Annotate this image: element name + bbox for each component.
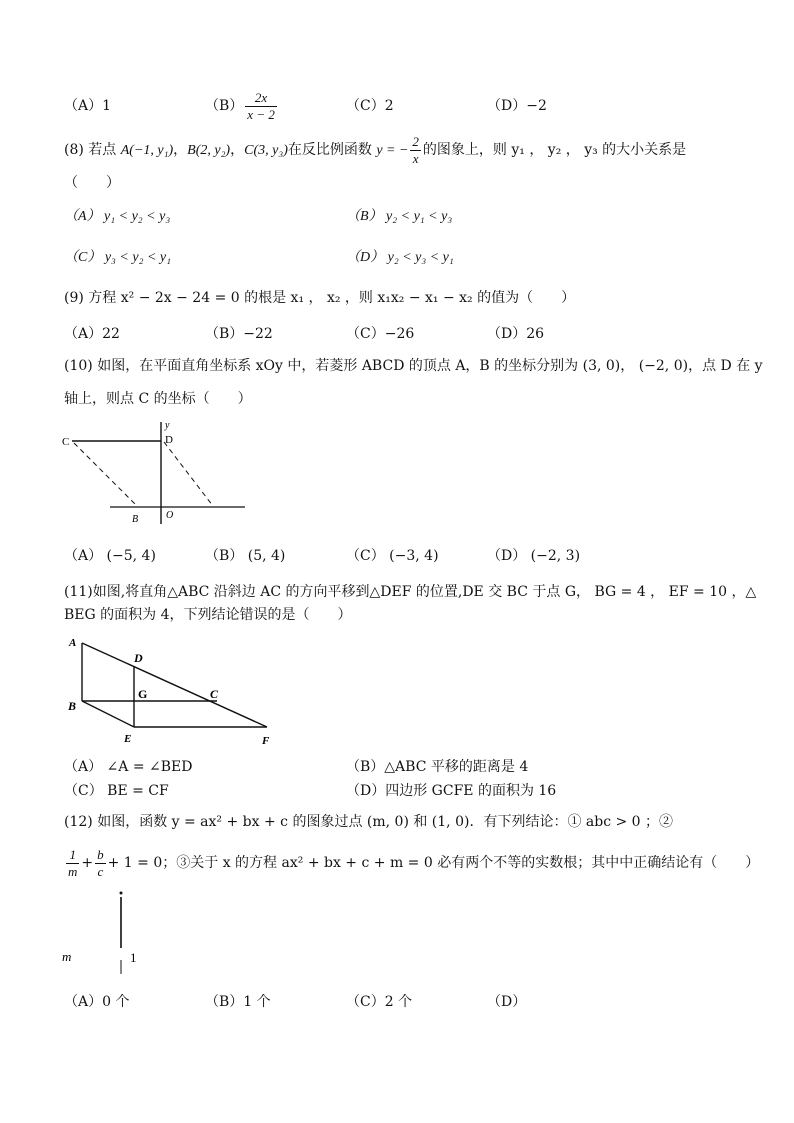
q8-suffix: 的图象上，则 y₁ ， y₂ ， y₃ 的大小关系是 — [422, 142, 687, 158]
q9-option-b: （B）−22 — [205, 326, 273, 342]
q9-option-a: （A）22 — [64, 326, 120, 342]
q12-plus: + — [81, 855, 94, 871]
q11-label-d: D — [134, 651, 143, 665]
q7-option-a: （A）1 — [64, 98, 112, 114]
q12-frac2-den: c — [97, 863, 104, 879]
q12-frac1-den: m — [68, 863, 78, 879]
q7-option-b-numerator: 2x — [245, 90, 277, 107]
q8-paren: （ ） — [64, 175, 120, 191]
q10-label-c: C — [62, 436, 70, 448]
q11-segment-be — [82, 701, 134, 727]
q12-option-c: （C）2 个 — [346, 994, 413, 1010]
q9-option-c: （C）−26 — [346, 326, 415, 342]
q7-option-b-label: （B） — [205, 98, 244, 114]
q10-dashed-da — [164, 442, 213, 506]
q11-figure — [62, 632, 282, 750]
q10-label-b: B — [132, 514, 139, 525]
q10-option-c: （C） (−3, 4) — [346, 548, 439, 564]
q12-label-1: 1 — [130, 950, 137, 965]
q8-option-d: （D） y₂ < y₃ < y₁ — [346, 250, 454, 265]
q11-label-c: C — [210, 687, 219, 701]
q12-option-a: （A）0 个 — [64, 994, 130, 1010]
q8-point-a: A(−1, y₁) — [120, 143, 174, 158]
q10-option-d: （D） (−2, 3) — [487, 548, 581, 564]
q9-stem: (9) 方程 x² − 2x − 24 = 0 的根是 x₁ ， x₂ ，则 x₁x₂ − x₁ − x₂ 的值为（ ） — [64, 290, 576, 306]
q12-stem-rest: ；③关于 x 的方程 ax² + bx + c + m = 0 必有两个不等的实数根；其中中正确结论有（ ） — [162, 855, 760, 871]
q7-option-b — [205, 86, 279, 126]
q10-option-b: （B） (5, 4) — [205, 548, 286, 564]
q8-option-c: （C） y₃ < y₂ < y₁ — [64, 250, 171, 265]
q11-label-a: A — [69, 637, 77, 649]
q10-figure — [60, 418, 260, 530]
q7-option-d: （D）−2 — [487, 98, 547, 114]
q8-option-b: （B） y₂ < y₁ < y₃ — [346, 209, 453, 224]
q10-dashed-cb — [74, 443, 136, 505]
q12-equation-rest: + 1 = 0 — [107, 855, 163, 871]
q8-point-c: C(3, y₃) — [244, 143, 288, 158]
q10-stem-line2: 轴上，则点 C 的坐标（ ） — [64, 391, 252, 407]
q12-label-m: m — [62, 949, 72, 964]
q8-mid: 在反比例函数 — [287, 142, 377, 158]
q12-option-d: （D） — [487, 994, 527, 1010]
q8-stem — [64, 130, 686, 171]
q11-stem-line1: (11)如图,将直角△ABC 沿斜边 AC 的方向平移到△DEF 的位置,DE 交 BC 于点 G， BG = 4 ， EF = 10 ，△ — [64, 584, 757, 600]
q11-option-d: （D）四边形 GCFE 的面积为 16 — [346, 783, 557, 799]
q11-option-b: （B）△ABC 平移的距离是 4 — [346, 759, 529, 775]
q12-option-b: （B）1 个 — [205, 994, 271, 1010]
q11-label-f: F — [262, 735, 270, 747]
q7-option-b-denominator: x − 2 — [247, 106, 275, 122]
q8-point-b: B(2, y₂) — [187, 143, 231, 158]
q12-figure — [60, 888, 160, 980]
q9-option-d: （D）26 — [487, 326, 545, 342]
q7-option-b-fraction — [245, 90, 277, 123]
q12-frac2-num: b — [97, 846, 104, 862]
q8-prefix: (8) 若点 — [64, 142, 121, 158]
q8-sep1: ， — [173, 142, 188, 158]
q10-label-y: y — [165, 420, 170, 431]
q8-func-numerator: 2 — [412, 133, 419, 149]
q11-option-a: （A） ∠A = ∠BED — [64, 759, 193, 775]
q8-func-denominator: x — [412, 150, 419, 166]
q12-top-dot — [120, 892, 123, 895]
q11-label-e: E — [124, 733, 132, 745]
q12-frac1-num: 1 — [66, 847, 79, 864]
q12-fraction-1-over-m — [66, 847, 79, 880]
q11-stem-line2: BEG 的面积为 4，下列结论错误的是（ ） — [64, 607, 352, 623]
q8-sep2: ， — [230, 142, 245, 158]
q12-fraction-b-over-c — [95, 847, 106, 880]
q7-option-c: （C）2 — [346, 98, 394, 114]
q10-stem-line1: (10) 如图，在平面直角坐标系 xOy 中，若菱形 ABCD 的顶点 A，B 的坐标分别为 (3, 0)， (−2, 0)，点 D 在 y — [64, 358, 763, 374]
q11-label-b: B — [68, 699, 77, 713]
q11-option-c: （C） BE = CF — [64, 783, 169, 799]
q10-label-d: D — [165, 434, 173, 446]
q12-stem-line1: (12) 如图，函数 y = ax² + bx + c 的图象过点 (m, 0) 和 (1, 0)．有下列结论：① abc > 0 ；② — [64, 814, 674, 830]
q8-option-a: （A） y₁ < y₂ < y₃ — [64, 209, 171, 224]
q8-func-lhs: y = − — [376, 143, 409, 158]
q11-label-g: G — [138, 687, 148, 701]
q10-label-o: O — [166, 510, 174, 521]
q8-func-fraction — [410, 134, 421, 167]
q12-stem-line2 — [64, 843, 759, 883]
q10-option-a: （A） (−5, 4) — [64, 548, 156, 564]
